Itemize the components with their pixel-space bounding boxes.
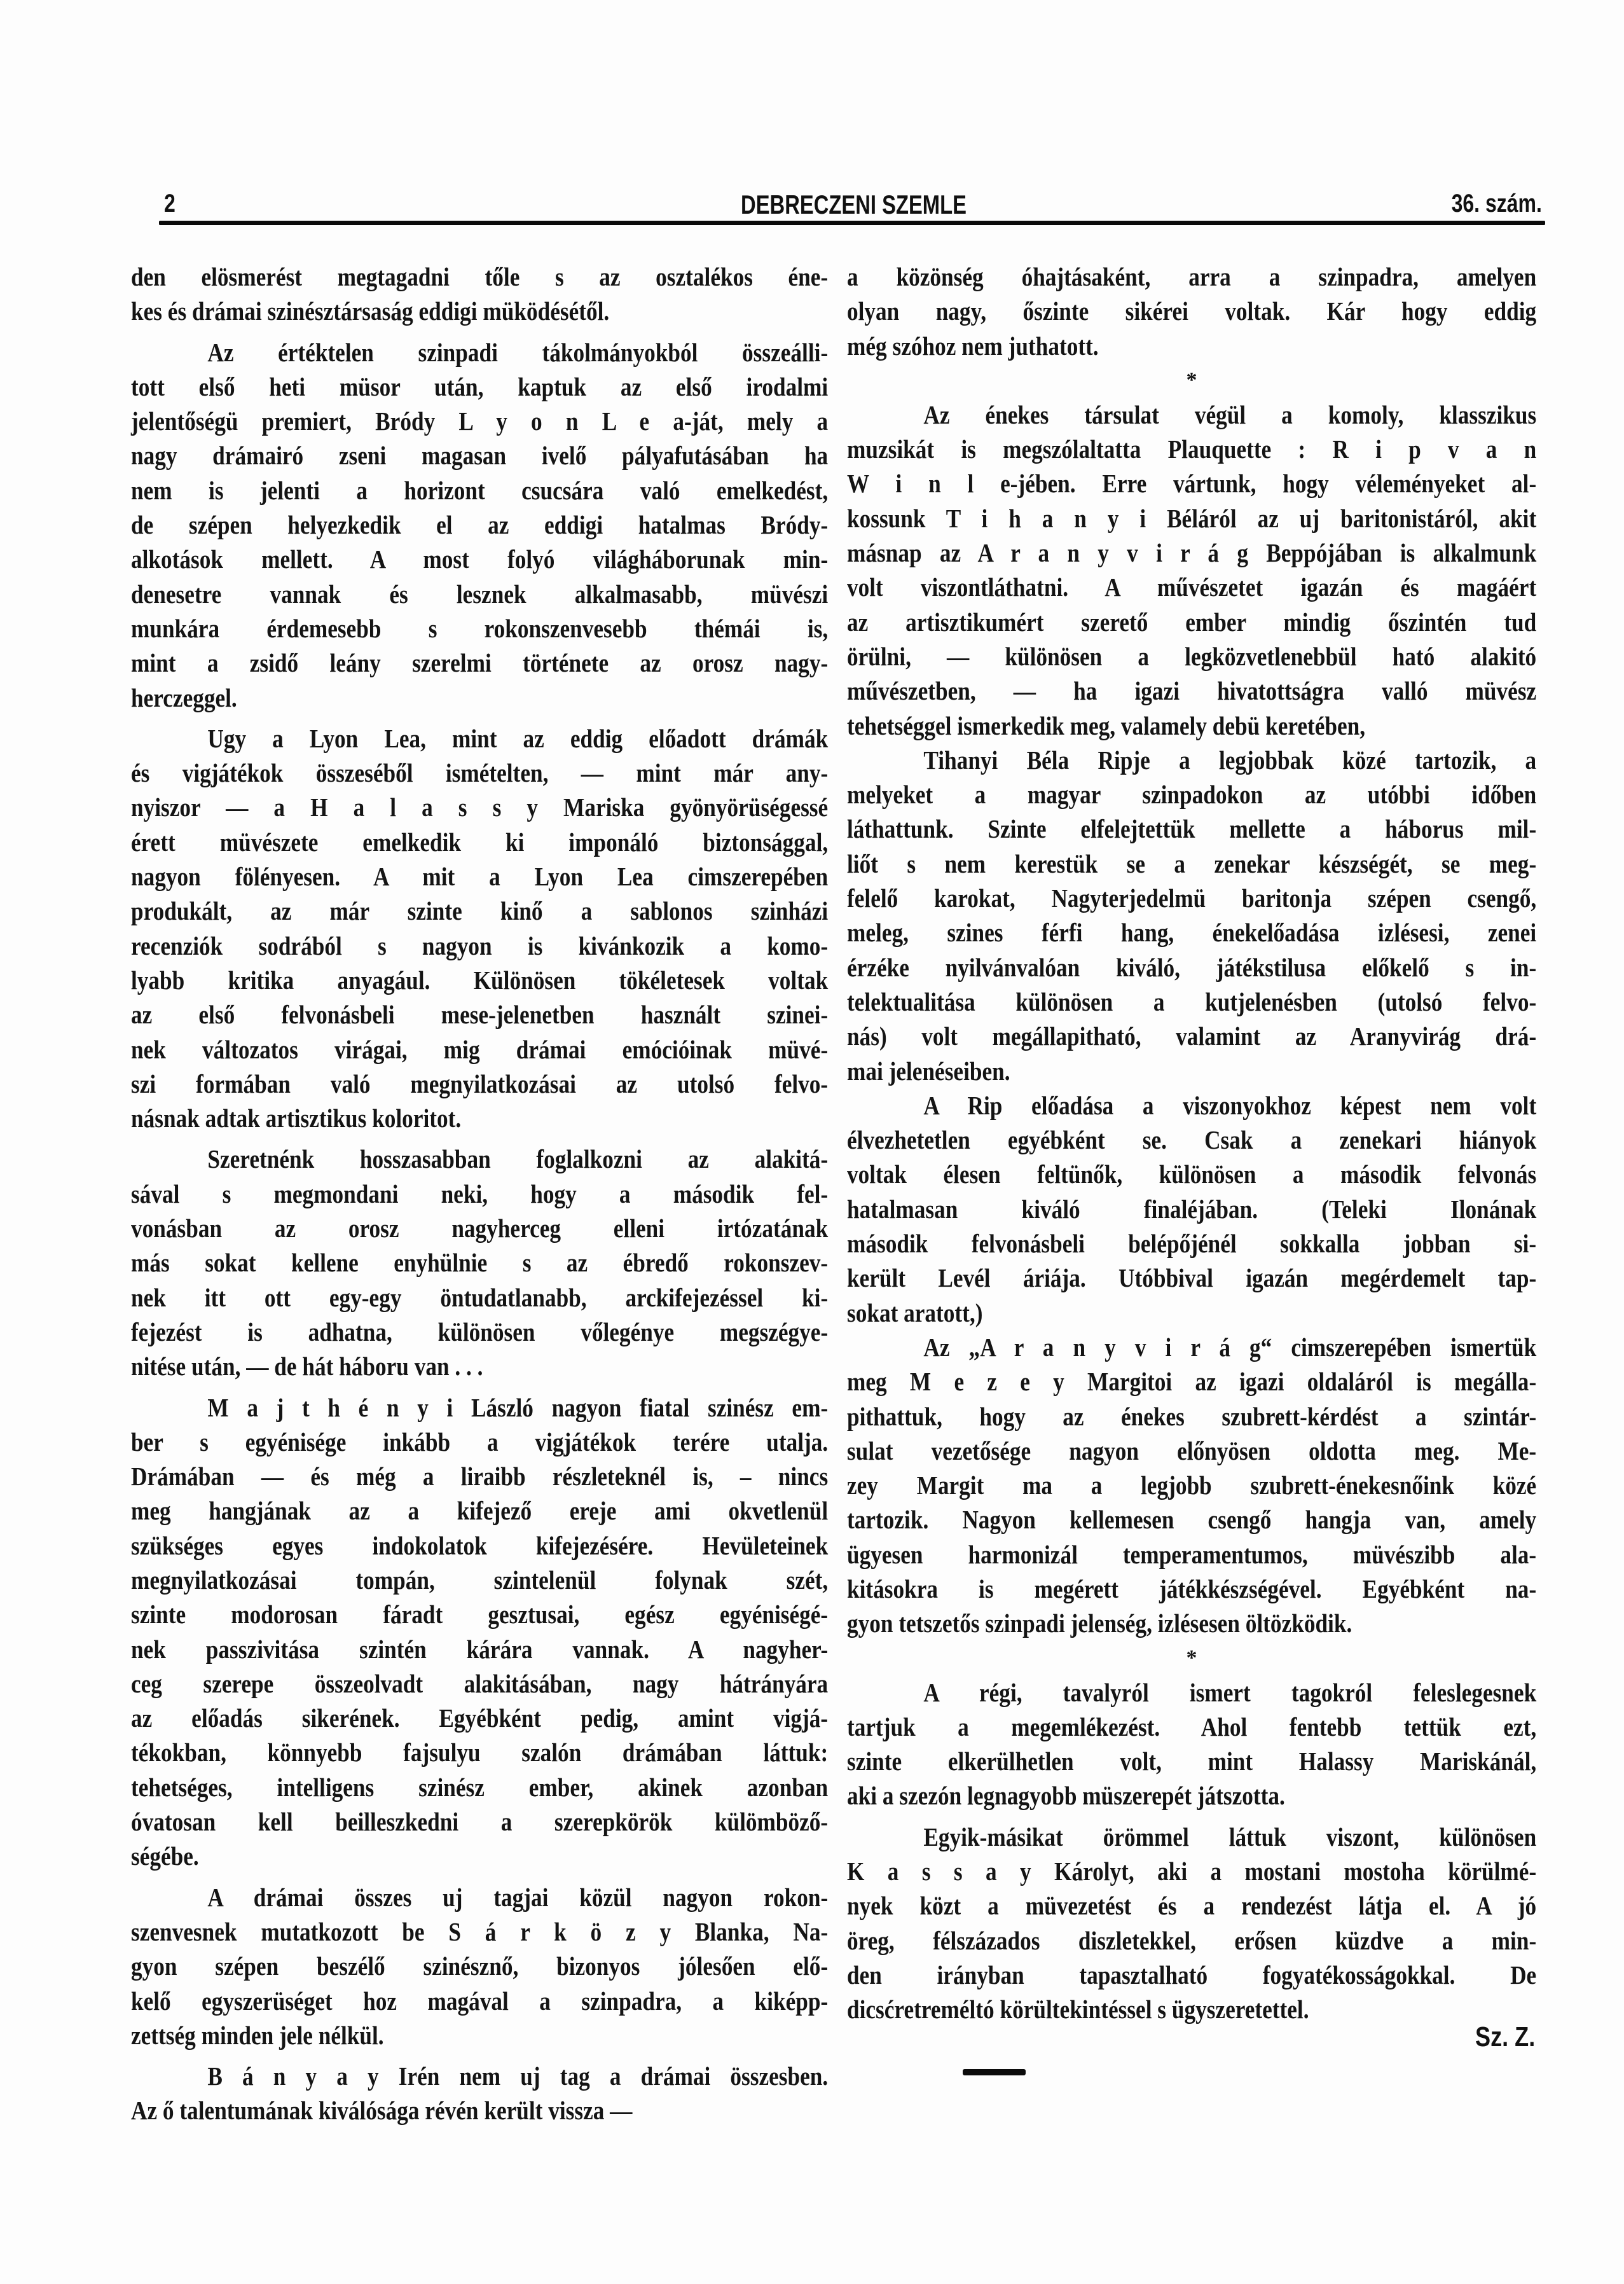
text-line: produkált, az már szinte kinő a sablonos szinházi <box>131 896 829 926</box>
publication-title: DEBRECZENI SZEMLE <box>741 190 967 219</box>
text-line: még szóhoz nem juthatott. <box>847 331 1099 361</box>
paragraph <box>847 398 1536 743</box>
text-line: Az „A r a n y v i r á g“ cimszerepében ismertük <box>923 1332 1537 1362</box>
text-line: szinte elkerülhetlen volt, mint Halassy Mariskánál, <box>847 1747 1537 1776</box>
text-line: Drámában — és még a liraibb részleteknél is, – nincs <box>131 1462 829 1492</box>
text-line: szenvesnek mutatkozott be S á r k ö z y Blanka, Na- <box>131 1916 829 1946</box>
text-line: nyiszor — a H a l a s s y Mariska gyönyörüségessé <box>131 792 829 822</box>
text-line: Szeretnénk hosszasabban foglalkozni az alakitá- <box>207 1144 829 1174</box>
text-line: és vigjátékok összeséből ismételten, — mint már any- <box>131 758 829 788</box>
text-line: szükséges egyes indokolatok kifejezésére. Hevületeinek <box>131 1530 829 1560</box>
text-line: meleg, szines férfi hang, énekelőadása izlésesi, zenei <box>847 918 1537 948</box>
text-line: tehetséggel ismerkedik meg, valamely debü keretében, <box>847 710 1366 740</box>
text-line: olyan nagy, őszinte sikérei voltak. Kár hogy eddig <box>847 296 1537 326</box>
text-line: öreg, félszázados diszletekkel, erősen küzdve a min- <box>847 1925 1537 1955</box>
text-line: dicsćretreméltó körültekintéssel s ügyszeretettel. <box>847 1995 1309 2024</box>
text-line: den irányban tapasztalható fogyatékosságokkal. De <box>847 1960 1537 1990</box>
text-line: mai jelenéseiben. <box>847 1056 1010 1086</box>
text-line: szinte modorosan fáradt gesztusai, egész egyéniségé- <box>131 1600 829 1630</box>
right-column <box>847 260 1536 2027</box>
text-line: gyon szépen beszélő szinésznő, bizonyos jólesően elő- <box>131 1951 829 1981</box>
text-line: melyeket a magyar szinpadokon az utóbbi időben <box>847 780 1537 810</box>
text-line: sulat vezetősége nagyon előnyösen oldotta meg. Me- <box>847 1436 1537 1465</box>
text-line: W i n l e-jében. Erre vártunk, hogy véleményeket al- <box>847 469 1537 499</box>
text-line: gyon tetszetős szinpadi jelenség, izlésesen öltözködik. <box>847 1609 1352 1638</box>
paragraph <box>847 1820 1536 2027</box>
text-line: érzéke nyilvánvalóan kiváló, játékstilusa előkelő s in- <box>847 952 1537 982</box>
text-line: szi formában való megnyilatkozásai az utolsó felvo- <box>131 1069 829 1098</box>
text-line: recenziók sodrából s nagyon is kivánkozik a komo- <box>131 931 829 960</box>
text-line: tott első heti müsor után, kaptuk az első irodalmi <box>131 371 829 401</box>
text-line: az első felvonásbeli mese-jelenetben használt szinei- <box>131 1000 829 1030</box>
text-line: örülni, — különösen a legközvetlenebbül ható alakitó <box>847 641 1537 671</box>
text-line: muzsikát is megszólaltatta Plauquette : R i p v a n <box>847 434 1537 464</box>
text-line: nyek közt a müvezetést és a rendezést látja el. A jó <box>847 1891 1537 1921</box>
text-line: a közönség óhajtásaként, arra a szinpadra, amelyen <box>847 262 1537 291</box>
text-line: M a j t h é n y i László nagyon fiatal szinész em- <box>207 1392 829 1422</box>
section-separator-asterisk: * <box>1186 1645 1197 1670</box>
text-line: voltak élesen feltünők, különösen a második felvonás <box>847 1159 1537 1189</box>
text-line: Tihanyi Béla Ripje a legjobbak közé tartozik, a <box>923 745 1537 775</box>
text-line: Az értéktelen szinpadi tákolmányokból összeálli- <box>207 337 829 367</box>
text-line: ügyesen harmonizál temperamentumos, müvészibb ala- <box>847 1539 1537 1569</box>
text-line: meg hangjának az a kifejező ereje ami okvetlenül <box>131 1496 829 1526</box>
text-line: Ugy a Lyon Lea, mint az eddig előadott drámák <box>207 723 829 753</box>
text-line: nek változatos virágai, mig drámai emócióinak müvé- <box>131 1034 829 1064</box>
paragraph <box>131 721 828 1136</box>
paragraph <box>131 2059 828 2128</box>
text-line: A drámai összes uj tagjai közül nagyon rokon- <box>207 1882 829 1912</box>
text-line: volt viszontláthatni. A művészetet igazán és magáért <box>847 572 1537 602</box>
text-line: K a s s a y Károlyt, aki a mostani mostoha körülmé- <box>847 1857 1537 1886</box>
text-line: kes és drámai szinésztársaság eddigi müködésétől. <box>131 296 610 326</box>
text-line: telektualitása különösen a kutjelenésben (utolsó felvo- <box>847 986 1537 1016</box>
text-line: zey Margit ma a legjobb szubrett-énekesnőink közé <box>847 1471 1537 1500</box>
text-line: második felvonásbeli belépőjénél sokkalla jobban si- <box>847 1229 1537 1259</box>
text-line: művészetben, — ha igazi hivatottságra valló müvész <box>847 676 1537 706</box>
text-line: Az énekes társulat végül a komoly, klasszikus <box>923 399 1537 429</box>
text-line: B á n y a y Irén nem uj tag a drámai összesben. <box>207 2061 829 2091</box>
text-line: sokat aratott,) <box>847 1298 983 1327</box>
text-line: mint a zsidő leány szerelmi története az orosz nagy- <box>131 648 829 678</box>
text-line: aki a szezón legnagyobb müszerepét játszotta. <box>847 1781 1285 1811</box>
text-line: kelő egyszerüséget hoz magával a szinpadra, a kiképp- <box>131 1986 829 2016</box>
text-line: élvezhetetlen egyébként se. Csak a zenekari hiányok <box>847 1125 1537 1155</box>
text-line: más sokat kellene enyhülnie s az ébredő rokonszev- <box>131 1248 829 1278</box>
text-line: alkotások mellett. A most folyó világháborunak min- <box>131 544 829 574</box>
text-line: lyabb kritika anyagául. Különösen tökéletesek voltak <box>131 965 829 995</box>
text-line: megnyilatkozásai tompán, szintelenül folynak szét, <box>131 1565 829 1595</box>
paragraph <box>131 1390 828 1874</box>
text-line: Egyik-másikat örömmel láttuk viszont, különösen <box>923 1822 1537 1851</box>
paragraph <box>847 260 1536 363</box>
left-column <box>131 260 828 2128</box>
text-line: az előadás sikerének. Egyébként pedig, amint vigjá- <box>131 1703 829 1733</box>
text-line: meg M e z e y Margitoi az igazi oldaláról is megálla- <box>847 1367 1537 1397</box>
section-separator-asterisk: * <box>1186 368 1197 392</box>
article-end-rule <box>963 2069 1026 2075</box>
text-line: hatalmasan kiváló finaléjában. (Teleki Ilonának <box>847 1194 1537 1224</box>
text-line: herczeggel. <box>131 682 237 712</box>
text-line: az artisztikumért szerető ember mindig őszintén tud <box>847 607 1537 637</box>
paragraph <box>131 335 828 715</box>
header-rule <box>159 221 1545 225</box>
text-line: de szépen helyezkedik el az eddigi hatalmas Bródy- <box>131 510 829 540</box>
text-line: ber s egyénisége inkább a vigjátékok terére utalja. <box>131 1427 829 1457</box>
text-line: munkára érdemesebb s rokonszenvesebb thémái is, <box>131 613 829 643</box>
page-number: 2 <box>164 190 175 218</box>
text-line: pithattuk, hogy az énekes szubrett-kérdést a szintár- <box>847 1401 1537 1431</box>
text-line: nitése után, — de hát háboru van . . . <box>131 1352 483 1381</box>
text-line: Az ő talentumának kiválósága révén került vissza — <box>131 2096 633 2126</box>
text-line: tékokban, könnyebb fajsulyu szalón drámában láttuk: <box>131 1738 829 1768</box>
paragraph <box>847 1675 1536 1813</box>
paragraph <box>847 1088 1536 1330</box>
paragraph <box>131 1142 828 1383</box>
text-line: den elösmerést megtagadni tőle s az osztalékos éne- <box>131 262 829 291</box>
text-line: nás) volt megállapitható, valamint az Aranyvirág drá- <box>847 1021 1537 1051</box>
text-line: érett müvészete emelkedik ki imponáló biztonsággal, <box>131 827 829 857</box>
text-line: násnak adtak artisztikus koloritot. <box>131 1104 462 1133</box>
text-line: vonásban az orosz nagyherceg elleni irtózatának <box>131 1214 829 1243</box>
text-line: nem is jelenti a horizont csucsára való emelkedést, <box>131 475 829 505</box>
text-line: tehetséges, intelligens szinész ember, akinek azonban <box>131 1772 829 1802</box>
paragraph <box>131 260 828 329</box>
issue-number: 36. szám. <box>1451 190 1542 218</box>
text-line: tartjuk a megemlékezést. Ahol fentebb tettük ezt, <box>847 1712 1537 1741</box>
text-line: óvatosan kell beilleszkedni a szerepkörök külömböző- <box>131 1807 829 1837</box>
text-line: láthattunk. Szinte elfelejtettük mellette a háborus mil- <box>847 814 1537 844</box>
text-line: kossunk T i h a n y i Béláról az uj baritonistáról, akit <box>847 503 1537 533</box>
text-line: A Rip előadása a viszonyokhoz képest nem volt <box>923 1090 1537 1120</box>
text-line: sával s megmondani neki, hogy a második fel- <box>131 1179 829 1208</box>
text-line: ségébe. <box>131 1841 199 1871</box>
text-line: nek itt ott egy-egy öntudatlanabb, arckifejezéssel ki- <box>131 1282 829 1312</box>
paragraph <box>847 1330 1536 1641</box>
paragraph <box>131 1880 828 2052</box>
text-line: zettség minden jele nélkül. <box>131 2020 384 2050</box>
text-line: jelentőségü premiert, Bródy L y o n L e a-ját, mely a <box>131 406 829 436</box>
text-line: ceg szerepe összeolvadt alakitásában, nagy hátrányára <box>131 1668 829 1698</box>
text-line: tartozik. Nagyon kellemesen csengő hangja van, amely <box>847 1505 1537 1535</box>
paragraph <box>847 743 1536 1088</box>
text-line: nagyon fölényesen. A mit a Lyon Lea cimszerepében <box>131 862 829 892</box>
text-line: került Levél áriája. Utóbbival igazán megérdemelt tap- <box>847 1263 1537 1293</box>
text-line: nagy drámairó zseni magasan ivelő pályafutásában ha <box>131 441 829 471</box>
text-line: nek passzivitása szintén kárára vannak. A nagyher- <box>131 1634 829 1664</box>
author-signature: Sz. Z. <box>1475 2021 1536 2052</box>
text-line: liőt s nem kerestük se a zenekar készségét, se meg- <box>847 848 1537 878</box>
text-line: másnap az A r a n y v i r á g Beppójában is alkalmunk <box>847 538 1537 568</box>
text-line: fejezést is adhatna, különösen vőlegénye megszégye- <box>131 1317 829 1346</box>
text-line: denesetre vannak és lesznek alkalmasabb, müvészi <box>131 579 829 609</box>
text-line: felelő karokat, Nagyterjedelmü baritonja szépen csengő, <box>847 883 1537 913</box>
text-line: A régi, tavalyról ismert tagokról feleslegesnek <box>923 1677 1537 1707</box>
text-line: kitásokra is megérett játékkészségével. Egyébként na- <box>847 1574 1537 1603</box>
